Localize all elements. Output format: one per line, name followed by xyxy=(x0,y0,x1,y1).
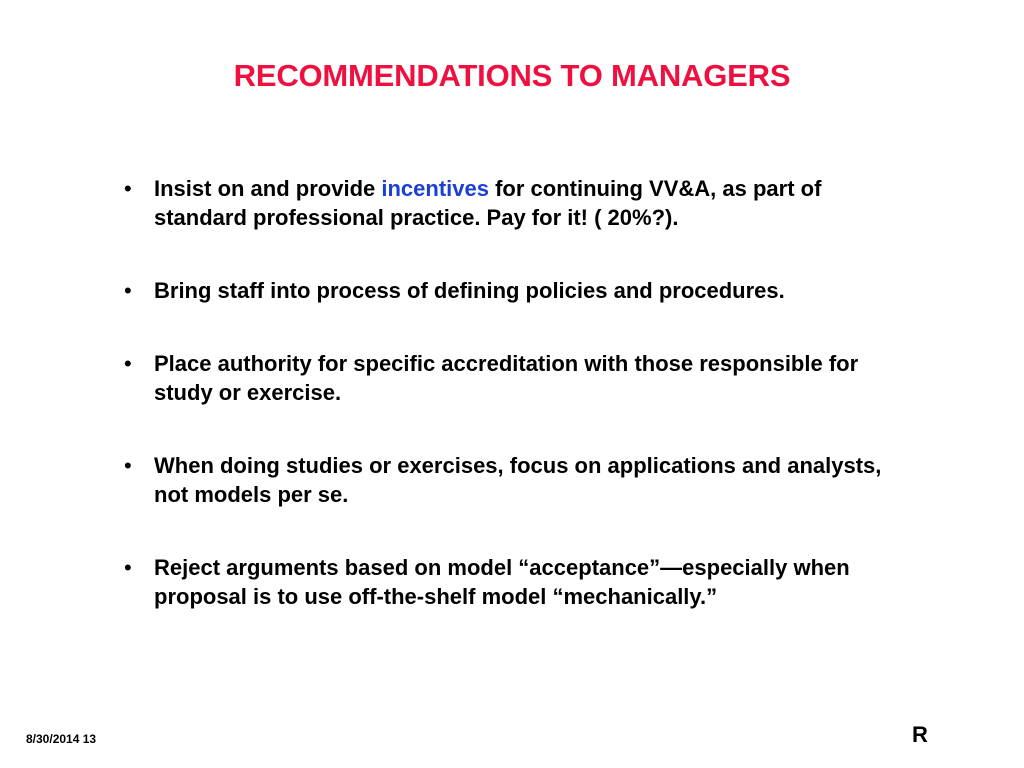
bullet-text-before: Insist on and provide xyxy=(154,176,382,201)
bullet-item xyxy=(124,276,914,305)
bullet-dot-icon: • xyxy=(124,278,132,303)
bullet-text xyxy=(154,176,821,230)
highlight-incentives: incentives xyxy=(381,176,489,201)
bullet-item xyxy=(124,553,914,611)
bullet-text: Reject arguments based on model “acceptance”—especially when proposal is to use off-the-shelf model “mechanically.” xyxy=(154,555,850,609)
bullet-dot-icon: • xyxy=(124,555,132,580)
bullet-text: Place authority for specific accreditation with those responsible for study or exercise. xyxy=(154,351,859,405)
bullet-item xyxy=(124,174,914,232)
footer-marker: R xyxy=(912,722,928,747)
bullet-item xyxy=(124,349,914,407)
bullet-text-after: for continuing VV&A, as part of standard professional practice. Pay for it! ( 20%?). xyxy=(154,176,822,230)
bullet-text: When doing studies or exercises, focus on applications and analysts, not models per se. xyxy=(154,453,882,507)
bullet-dot-icon: • xyxy=(124,453,132,478)
slide-title: RECOMMENDATIONS TO MANAGERS xyxy=(233,58,791,93)
bullet-dot-icon: • xyxy=(124,351,132,376)
bullet-list xyxy=(124,174,914,611)
bullet-text: Bring staff into process of defining policies and procedures. xyxy=(154,278,785,303)
bullet-item xyxy=(124,451,914,509)
bullet-dot-icon: • xyxy=(124,176,132,201)
footer-date-page: 8/30/2014 13 xyxy=(26,732,97,746)
